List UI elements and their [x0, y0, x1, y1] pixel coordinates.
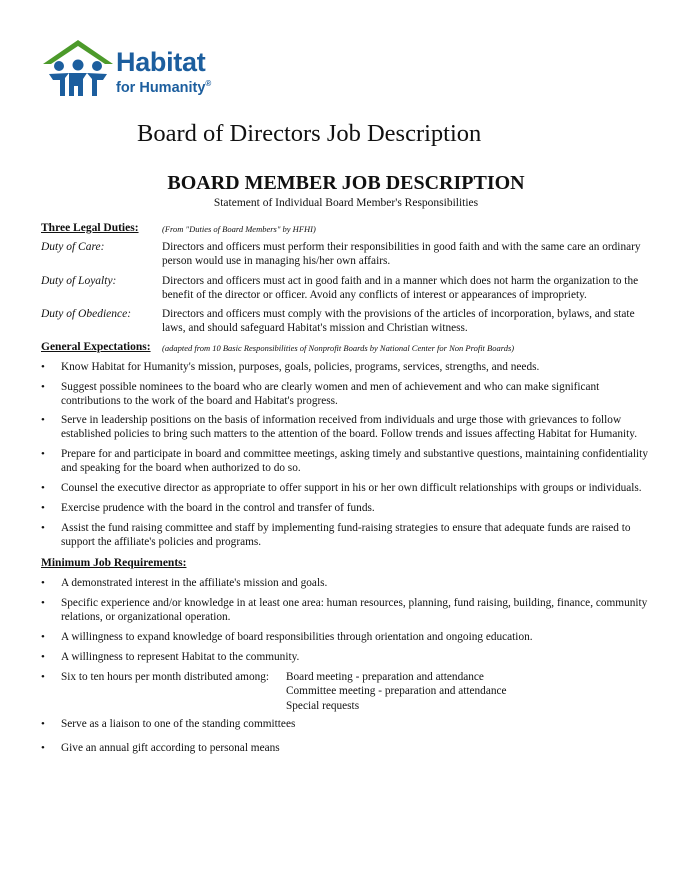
main-heading: BOARD MEMBER JOB DESCRIPTION	[167, 172, 525, 194]
hours-item: Committee meeting - preparation and attendance	[286, 685, 507, 698]
list-item: • A willingness to expand knowledge of board responsibilities through orientation and ongoing education.	[41, 631, 533, 643]
duty-care-label: Duty of Care:	[41, 241, 105, 253]
habitat-logo	[41, 38, 221, 100]
list-item: • Assist the fund raising committee and staff by implementing fund-raising strategies to ensure that adequate funds are raised to support the affiliate's policies and programs.	[41, 522, 631, 548]
list-item: • Exercise prudence with the board in the control and transfer of funds.	[41, 502, 375, 514]
logo-mark-icon	[41, 38, 116, 100]
list-item: • A demonstrated interest in the affiliate's mission and goals.	[41, 577, 328, 589]
duty-obedience-text: Directors and officers must comply with the provisions of the articles of incorporation, bylaws, and state laws, and should safeguard Habitat's mission and Christian witness.	[162, 308, 635, 334]
duty-care-text: Directors and officers must perform their responsibilities in good faith and with the same care an ordinary person would use in managing his/her own affairs.	[162, 241, 641, 267]
duty-loyalty-text: Directors and officers must act in good faith and in a manner which does not harm the organization to the benefit of the director or officer. Avoid any conflicts of interest or appearances of impropriety.	[162, 275, 639, 301]
document-title: Board of Directors Job Description	[137, 120, 482, 147]
general-expectations-note: (adapted from 10 Basic Responsibilities of Nonprofit Boards by National Center for Non Profit Boards)	[162, 343, 515, 353]
list-item: • A willingness to represent Habitat to the community.	[41, 651, 300, 663]
list-item: • Serve in leadership positions on the basis of information received from individuals and urge those with grievances to follow established policies to bring such matters to the attention of the board. Follow trends and issues affecting Habitat for Humanity.	[41, 414, 638, 440]
duty-loyalty-label: Duty of Loyalty:	[41, 275, 117, 287]
list-item: • Counsel the executive director as appropriate to offer support in his or her own difficult relationships with groups or individuals.	[41, 482, 642, 494]
sub-heading: Statement of Individual Board Member's Responsibilities	[213, 197, 479, 209]
list-item: • Specific experience and/or knowledge in at least one area: human resources, planning, fund raising, building, finance, community relations, or organizational operation.	[41, 597, 648, 623]
legal-duties-note: (From "Duties of Board Members" by HFHI)	[162, 224, 316, 234]
logo-wordmark: Habitat	[116, 47, 206, 77]
hours-label: Six to ten hours per month distributed among:	[61, 671, 270, 683]
duty-obedience-label: Duty of Obedience:	[41, 308, 132, 320]
minimum-requirements-label: Minimum Job Requirements:	[41, 557, 187, 569]
hours-item: Board meeting - preparation and attendance	[286, 671, 484, 683]
list-item: • Serve as a liaison to one of the standing committees	[41, 718, 296, 730]
list-item: • Suggest possible nominees to the board who are clearly women and men of achievement and who can make significant contributions to the work of the board and Habitat's progress.	[41, 381, 600, 407]
legal-duties-label: Three Legal Duties:	[41, 222, 139, 234]
hours-item: Special requests	[286, 699, 360, 712]
general-expectations-label: General Expectations:	[41, 341, 151, 353]
logo-tagline: for Humanity®	[116, 79, 212, 96]
list-item: • Give an annual gift according to personal means	[41, 742, 280, 754]
hours-breakdown	[286, 670, 507, 713]
list-item: • Prepare for and participate in board and committee meetings, asking timely and substantive questions, maintaining confidentiality and speaking for the board when authorized to do so.	[41, 448, 648, 474]
list-item: • Know Habitat for Humanity's mission, purposes, goals, policies, programs, services, strengths, and needs.	[41, 361, 540, 373]
